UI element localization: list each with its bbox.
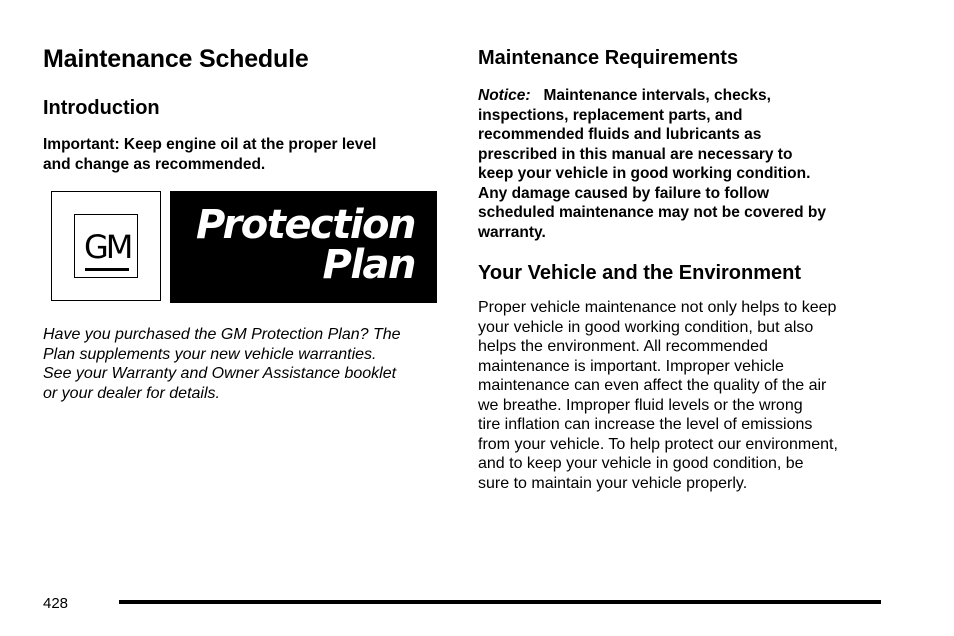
caption-line: or your dealer for details.	[43, 384, 220, 402]
notice-line: recommended fluids and lubricants as	[478, 126, 762, 143]
maintenance-requirements-heading: Maintenance Requirements	[478, 47, 739, 69]
environment-line: your vehicle in good working condition, but also	[478, 318, 814, 336]
gm-logo-underline	[85, 268, 129, 271]
environment-line: maintenance can even affect the quality of the air	[478, 377, 827, 394]
introduction-heading: Introduction	[43, 97, 160, 119]
notice-line: keep your vehicle in good working condition.	[478, 165, 811, 182]
environment-line: we breathe. Improper fluid levels or the wrong	[478, 396, 803, 414]
protection-plan-banner	[170, 191, 437, 303]
caption-line: Have you purchased the GM Protection Plan? The	[43, 326, 401, 343]
notice-line: prescribed in this manual are necessary to	[478, 145, 793, 163]
notice-line-text: Maintenance intervals, checks,	[543, 87, 771, 104]
caption-line: Plan supplements your new vehicle warranties.	[43, 345, 377, 363]
plan-line: Plan	[322, 242, 415, 288]
gm-protection-plan-logo	[51, 191, 437, 303]
environment-heading: Your Vehicle and the Environment	[478, 262, 802, 284]
environment-line: Proper vehicle maintenance not only helps to keep	[478, 299, 837, 316]
page-number: 428	[43, 595, 69, 612]
notice-line: scheduled maintenance may not be covered by	[478, 204, 827, 221]
protection-plan-wordmark	[195, 202, 415, 288]
notice-line: inspections, replacement parts, and	[478, 106, 743, 124]
environment-line: sure to maintain your vehicle properly.	[478, 474, 748, 492]
logo-caption	[43, 325, 401, 403]
important-line: Important: Keep engine oil at the proper level	[43, 136, 377, 153]
footer-rule	[119, 600, 881, 604]
environment-paragraph	[478, 298, 838, 493]
notice-paragraph	[478, 86, 826, 242]
gm-logo-frame	[51, 191, 161, 301]
notice-line: warranty.	[478, 223, 546, 241]
important-note	[43, 135, 376, 174]
environment-line: tire inflation can increase the level of emissions	[478, 416, 813, 433]
gm-logo-text: GM	[84, 228, 131, 266]
environment-line: helps the environment. All recommended	[478, 338, 768, 355]
environment-line: from your vehicle. To help protect our environment,	[478, 435, 838, 453]
notice-line: Any damage caused by failure to follow	[478, 184, 770, 202]
notice-label: Notice:	[478, 87, 531, 104]
gm-logo-badge	[74, 214, 138, 278]
plan-line: Protection	[195, 202, 415, 248]
environment-line: and to keep your vehicle in good condition, be	[478, 455, 804, 472]
important-line: and change as recommended.	[43, 155, 266, 173]
environment-line: maintenance is important. Improper vehicle	[478, 357, 784, 375]
caption-line: See your Warranty and Owner Assistance booklet	[43, 365, 397, 382]
page-title: Maintenance Schedule	[43, 45, 309, 73]
notice-line	[478, 86, 826, 106]
